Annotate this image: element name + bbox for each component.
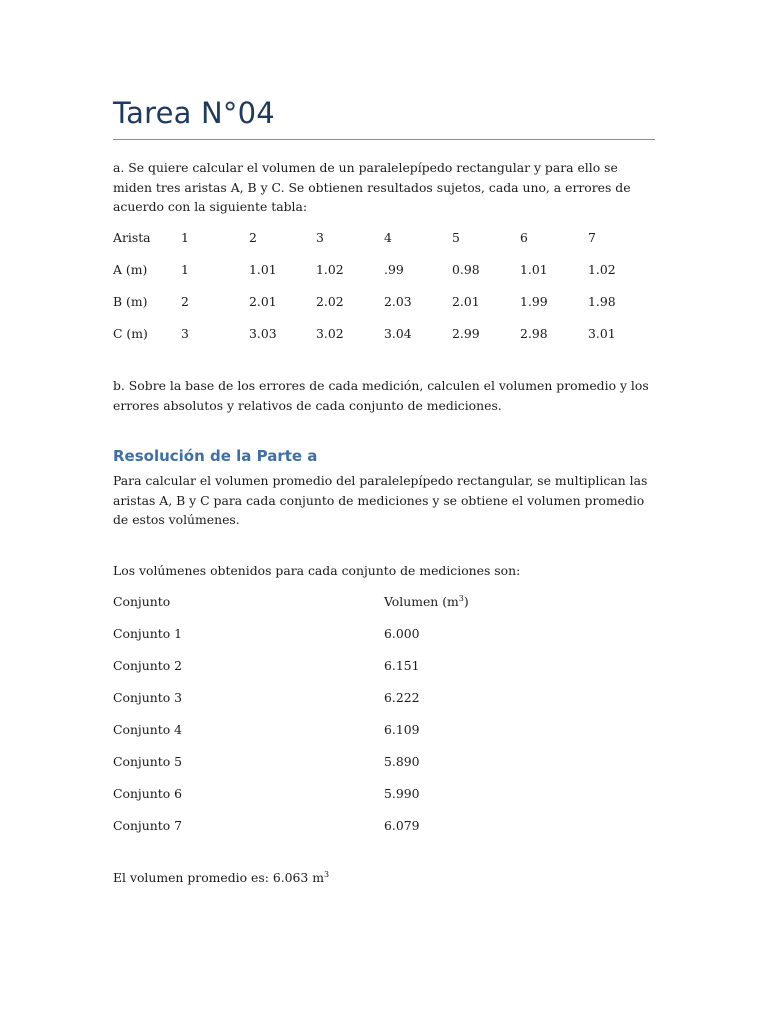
title-underline	[113, 139, 655, 140]
measure-header-cell: 6	[520, 230, 528, 245]
part-a-paragraph: a. Se quiere calcular el volumen de un paralelepípedo rectangular y para ello se miden tres aristas A, B y C. Se obtienen resultados sujetos, cada uno, a errores de acuerdo con la siguiente tabla:	[113, 160, 631, 214]
measure-cell: 1	[181, 262, 189, 277]
volume-set-cell: Conjunto 4	[113, 722, 182, 737]
measure-cell: 2.02	[316, 294, 344, 309]
volume-value-cell: 5.990	[384, 786, 420, 801]
volume-set-cell: Conjunto 2	[113, 658, 182, 673]
measure-cell: 1.01	[249, 262, 277, 277]
volume-set-cell: Conjunto 5	[113, 754, 182, 769]
volume-set-cell: Conjunto 6	[113, 786, 182, 801]
page-title: Tarea N°04	[113, 96, 275, 130]
measure-header-cell: 5	[452, 230, 460, 245]
measure-header-cell: Arista	[113, 230, 151, 245]
volume-header-volume	[384, 592, 469, 612]
measure-cell: 2.01	[452, 294, 480, 309]
measure-header-cell: 1	[181, 230, 189, 245]
measure-cell: 2.99	[452, 326, 480, 341]
measure-cell: A (m)	[113, 262, 148, 277]
measure-header-cell: 7	[588, 230, 596, 245]
volume-value-cell: 6.109	[384, 722, 420, 737]
measure-cell: .99	[384, 262, 404, 277]
measure-cell: 3	[181, 326, 189, 341]
volume-header-set: Conjunto	[113, 594, 171, 609]
measure-cell: 1.99	[520, 294, 548, 309]
volume-set-cell: Conjunto 3	[113, 690, 182, 705]
measure-header-cell: 3	[316, 230, 324, 245]
volume-value-cell: 6.222	[384, 690, 420, 705]
measure-cell: 2.98	[520, 326, 548, 341]
measure-cell: 2.03	[384, 294, 412, 309]
measure-cell: 2.01	[249, 294, 277, 309]
volume-set-cell: Conjunto 7	[113, 818, 182, 833]
volume-value-cell: 6.151	[384, 658, 420, 673]
resolution-heading: Resolución de la Parte a	[113, 447, 318, 465]
volume-value-cell: 6.079	[384, 818, 420, 833]
measure-cell: 1.98	[588, 294, 616, 309]
volume-header-label: Volumen (m	[384, 594, 459, 609]
measure-cell: C (m)	[113, 326, 148, 341]
measure-cell: B (m)	[113, 294, 148, 309]
measure-cell: 0.98	[452, 262, 480, 277]
measure-cell: 3.04	[384, 326, 412, 341]
volume-value-cell: 5.890	[384, 754, 420, 769]
measure-cell: 2	[181, 294, 189, 309]
part-b-paragraph: b. Sobre la base de los errores de cada medición, calculen el volumen promedio y los errores absolutos y relativos de cada conjunto de mediciones.	[113, 378, 649, 413]
measure-cell: 3.01	[588, 326, 616, 341]
measure-cell: 1.01	[520, 262, 548, 277]
measure-header-cell: 2	[249, 230, 257, 245]
volume-header-close: )	[463, 594, 469, 609]
measure-cell: 1.02	[588, 262, 616, 277]
measure-header-cell: 4	[384, 230, 392, 245]
average-volume	[113, 868, 655, 888]
resolution-paragraph: Para calcular el volumen promedio del paralelepípedo rectangular, se multiplican las aristas A, B y C para cada conjunto de mediciones y se obtiene el volumen promedio de estos volúmenes.	[113, 473, 648, 527]
measure-cell: 3.02	[316, 326, 344, 341]
volume-set-cell: Conjunto 1	[113, 626, 182, 641]
average-volume-text: El volumen promedio es: 6.063 m	[113, 870, 325, 885]
volume-header-exponent: 3	[458, 593, 464, 603]
measure-cell: 3.03	[249, 326, 277, 341]
volumes-intro: Los volúmenes obtenidos para cada conjunto de mediciones son:	[113, 563, 521, 578]
volume-value-cell: 6.000	[384, 626, 420, 641]
measure-cell: 1.02	[316, 262, 344, 277]
average-volume-exponent: 3	[324, 869, 330, 879]
